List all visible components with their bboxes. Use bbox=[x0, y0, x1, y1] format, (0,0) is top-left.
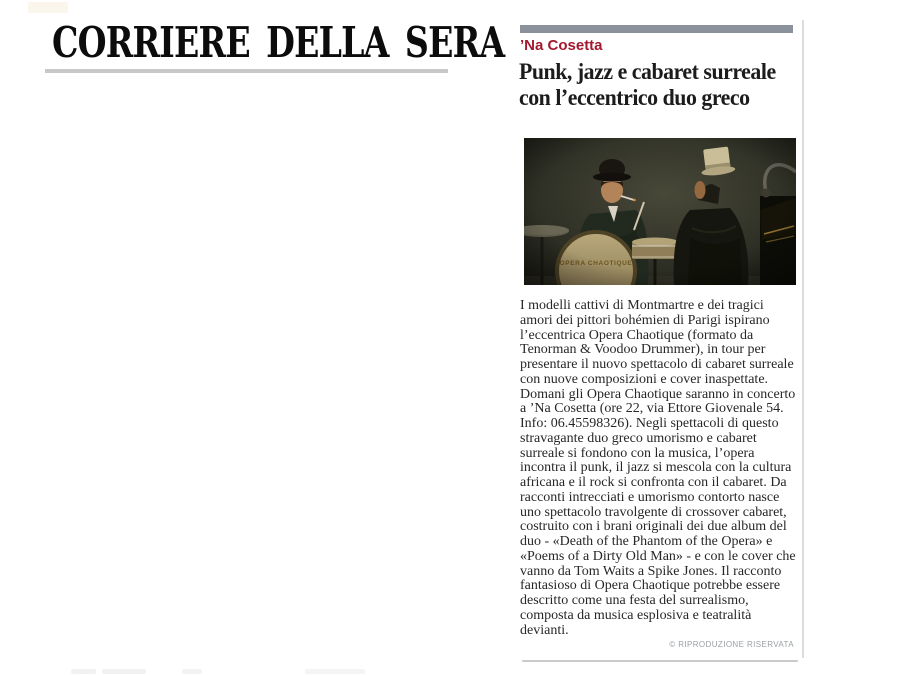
scan-ghost bbox=[182, 669, 202, 674]
duo-photo-illustration bbox=[524, 138, 796, 285]
article-photo bbox=[524, 138, 796, 285]
masthead-title: CORRIERE DELLA SERA bbox=[52, 18, 505, 67]
scan-ghost bbox=[71, 669, 96, 674]
article-bottom-rule bbox=[522, 660, 798, 662]
article-kicker: ’Na Cosetta bbox=[520, 37, 603, 54]
article-body: I modelli cattivi di Montmartre e dei tragici amori dei pittori bohémien di Parigi ispirano l’eccentrica Opera Chaotique (formato da Tenorman & Voodoo Drummer), in tour per presentare il nuovo spettacolo di cabaret surreale con nuove composizioni e cover inaspettate. Domani gli Opera Chaotique saranno in concerto a ’Na Cosetta (ore 22, via Ettore Giovenale 54. Info: 06.45598326). Negli spettacoli di questo stravagante duo greco umorismo e cabaret surreale si fondono con la musica, l’opera incontra il punk, il jazz si mescola con la cultura africana e il rock si confronta con il cabaret. Da racconti intrecciati e umorismo contorto nasce uno spettacolo travolgente di crossover cabaret, costruito con i brani originali dei due album del duo - «Death of the Phantom of the Opera» e «Poems of a Dirty Old Man» - e con le cover che vanno da Tom Waits a Spike Jones. Il racconto fantasioso di Opera Chaotique potrebbe essere descritto come una festa del surrealismo, composta da musica esplosiva e teatralità devianti. bbox=[520, 298, 796, 638]
copyright-signoff: © RIPRODUZIONE RISERVATA bbox=[669, 640, 794, 649]
scan-ghost bbox=[28, 2, 68, 13]
masthead bbox=[52, 18, 505, 67]
article-top-bar bbox=[520, 25, 793, 33]
article-headline bbox=[519, 59, 804, 111]
photo-vignette bbox=[524, 138, 796, 285]
headline-line-1: Punk, jazz e cabaret surreale bbox=[519, 59, 776, 84]
headline-line-2: con l’eccentrico duo greco bbox=[519, 85, 750, 110]
scan-ghost bbox=[102, 669, 146, 674]
column-divider bbox=[802, 20, 804, 658]
scan-ghost bbox=[305, 669, 365, 674]
masthead-rule bbox=[45, 69, 448, 73]
